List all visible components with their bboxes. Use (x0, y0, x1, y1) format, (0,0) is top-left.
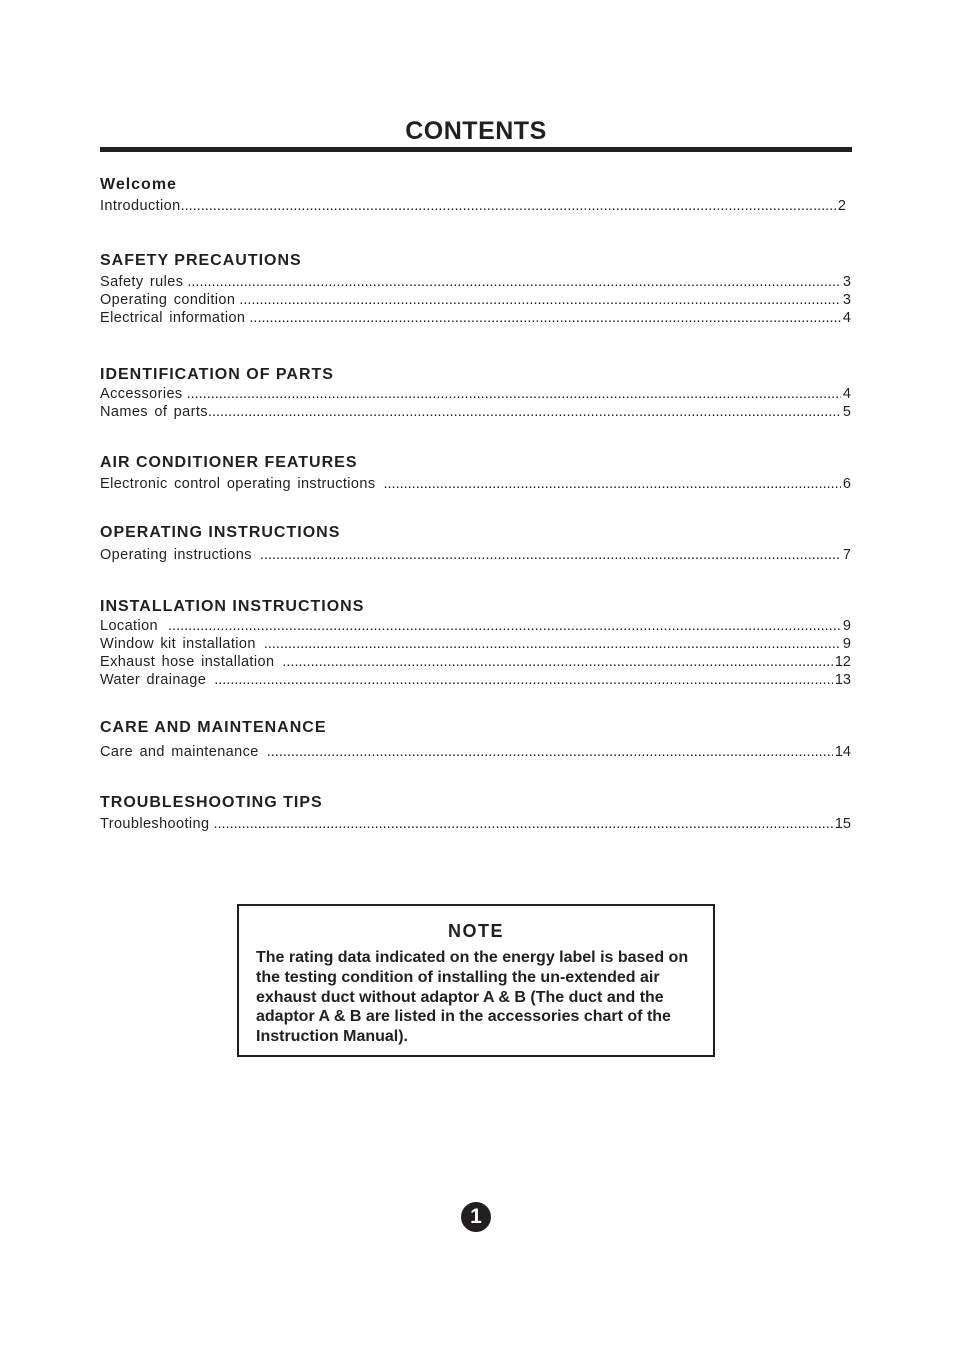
toc-entry-page: 3 (842, 292, 851, 308)
leader-dots (282, 653, 832, 671)
section-heading: Welcome (100, 176, 177, 193)
toc-entry-label: Exhaust hose installation (100, 654, 275, 670)
section-heading: SAFETY PRECAUTIONS (100, 252, 302, 269)
title-rule (100, 147, 852, 152)
toc-entry[interactable] (100, 309, 851, 327)
toc-entry-page: 4 (842, 386, 851, 402)
toc-entry[interactable] (100, 475, 851, 493)
toc-entry[interactable] (100, 197, 846, 215)
toc-entry[interactable] (100, 403, 851, 421)
toc-entry[interactable] (100, 546, 851, 564)
section-heading: IDENTIFICATION OF PARTS (100, 366, 334, 383)
toc-entry[interactable] (100, 743, 851, 761)
leader-dots (168, 617, 841, 635)
toc-section-air-conditioner-features (100, 453, 851, 493)
toc-entry[interactable] (100, 291, 851, 309)
toc-entry-page: 15 (834, 816, 851, 832)
page-number: 1 (461, 1202, 491, 1232)
toc-entry-page: 9 (842, 618, 851, 634)
leader-dots (208, 403, 841, 421)
toc-entry-label: Troubleshooting (100, 816, 210, 832)
toc-entry-label: Introduction (100, 198, 181, 214)
toc-section-installation-instructions (100, 597, 851, 689)
section-heading: TROUBLESHOOTING TIPS (100, 794, 323, 811)
leader-dots (267, 743, 833, 761)
note-title: NOTE (447, 921, 504, 941)
toc-section-welcome (100, 175, 851, 215)
toc-entry[interactable] (100, 653, 851, 671)
toc-entry-page: 12 (834, 654, 851, 670)
section-heading: CARE AND MAINTENANCE (100, 719, 327, 736)
toc-entry-page: 7 (842, 547, 851, 563)
toc-section-troubleshooting-tips (100, 793, 851, 833)
leader-dots (213, 815, 832, 833)
page-title: CONTENTS (405, 117, 547, 145)
toc-entry-label: Location (100, 618, 159, 634)
note-box (237, 904, 715, 1057)
toc-section-identification-of-parts (100, 365, 851, 421)
toc-entry-page: 2 (837, 198, 846, 214)
leader-dots (264, 635, 841, 653)
toc-entry[interactable] (100, 671, 851, 689)
toc-section-care-and-maintenance (100, 718, 851, 761)
toc-entry-page: 3 (842, 274, 851, 290)
leader-dots (383, 475, 840, 493)
leader-dots (214, 671, 833, 689)
toc-entry-label: Accessories (100, 386, 183, 402)
section-heading: OPERATING INSTRUCTIONS (100, 524, 341, 541)
leader-dots (187, 273, 841, 291)
section-heading: INSTALLATION INSTRUCTIONS (100, 598, 365, 615)
toc-entry-label: Electronic control operating instructions (100, 476, 376, 492)
toc-entry-label: Window kit installation (100, 636, 256, 652)
toc-entry-page: 6 (842, 476, 851, 492)
leader-dots (181, 197, 836, 215)
toc-entry-page: 4 (842, 310, 851, 326)
toc-entry-label: Water drainage (100, 672, 207, 688)
toc-section-safety-precautions (100, 251, 851, 327)
toc-entry-label: Operating instructions (100, 547, 252, 563)
toc-entry-page: 14 (834, 744, 851, 760)
toc-entry-page: 5 (842, 404, 851, 420)
section-heading: AIR CONDITIONER FEATURES (100, 454, 358, 471)
toc-entry[interactable] (100, 385, 851, 403)
toc-entry[interactable] (100, 635, 851, 653)
toc-entry-label: Care and maintenance (100, 744, 259, 760)
leader-dots (187, 385, 841, 403)
toc-entry-label: Operating condition (100, 292, 236, 308)
toc-entry[interactable] (100, 617, 851, 635)
leader-dots (249, 309, 841, 327)
leader-dots (239, 291, 841, 309)
toc-entry-label: Safety rules (100, 274, 184, 290)
toc-entry-label: Names of parts (100, 404, 208, 420)
toc-entry[interactable] (100, 815, 851, 833)
toc-entry-page: 13 (834, 672, 851, 688)
leader-dots (260, 546, 841, 564)
toc-section-operating-instructions (100, 523, 851, 564)
note-text: The rating data indicated on the energy label is based on the testing condition of installing the un-extended air exhaust duct without adaptor A & B (The duct and the adaptor A & B are listed in the accessories chart of the Instruction Manual). (256, 949, 689, 1046)
toc-entry[interactable] (100, 273, 851, 291)
toc-entry-page: 9 (842, 636, 851, 652)
toc-entry-label: Electrical information (100, 310, 246, 326)
